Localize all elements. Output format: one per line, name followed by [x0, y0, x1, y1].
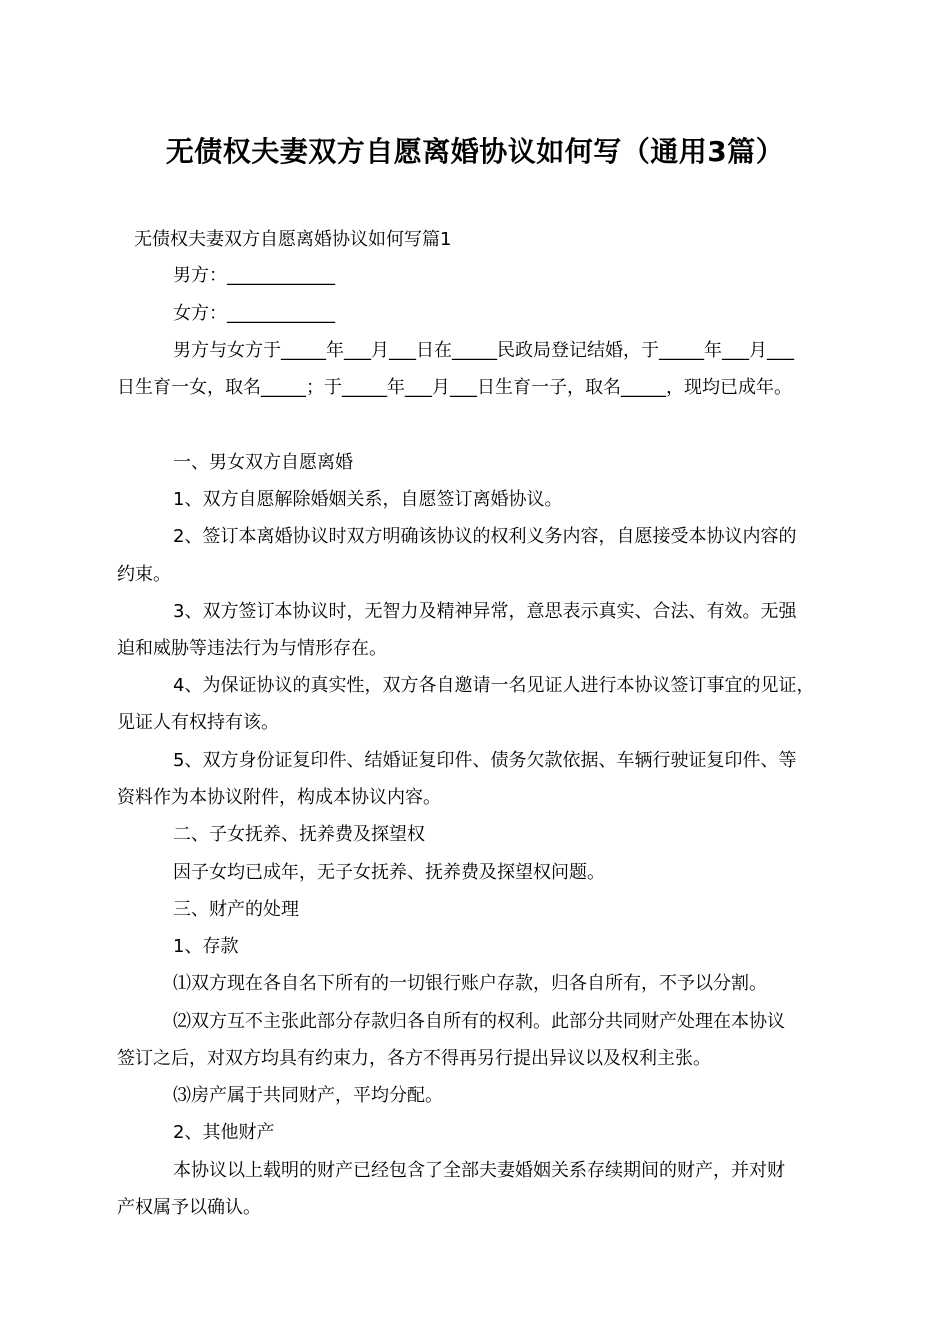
paragraph-line: 3、双方签订本协议时，无智力及精神异常，意思表示真实、合法、有效。无强 [173, 601, 797, 622]
paragraph-line: 签订之后，对双方均具有约束力，各方不得再另行提出异议以及权利主张。 [117, 1048, 711, 1069]
subclause-heading: 1、存款 [173, 936, 239, 957]
paragraph-line: ⑵双方互不主张此部分存款归各自所有的权利。此部分共同财产处理在本协议 [173, 1011, 785, 1032]
paragraph-line: 日生育一女，取名_____；于_____年___月___日生育一子，取名_____，现均已成年。 [117, 377, 792, 398]
paragraph-line: 迫和威胁等违法行为与情形存在。 [117, 638, 387, 659]
paragraph-line: 4、为保证协议的真实性，双方各自邀请一名见证人进行本协议签订事宜的见证， [173, 675, 815, 696]
clause-heading: 三、财产的处理 [173, 899, 299, 920]
clause-heading: 二、子女抚养、抚养费及探望权 [173, 824, 425, 845]
document-title: 无债权夫妻双方自愿离婚协议如何写（通用3篇） [165, 135, 785, 168]
paragraph-line: 1、双方自愿解除婚姻关系，自愿签订离婚协议。 [173, 489, 563, 510]
paragraph-line: 男方与女方于_____年___月___日在_____民政局登记结婚，于_____年___月___ [173, 340, 794, 361]
paragraph-line: 本协议以上载明的财产已经包含了全部夫妻婚姻关系存续期间的财产，并对财 [173, 1160, 785, 1181]
paragraph-line: 约束。 [117, 564, 171, 585]
paragraph-line: 因子女均已成年，无子女抚养、抚养费及探望权问题。 [173, 862, 605, 883]
paragraph-line: 产权属予以确认。 [117, 1197, 261, 1218]
paragraph-line: ⑴双方现在各自名下所有的一切银行账户存款，归各自所有，不予以分割。 [173, 973, 767, 994]
paragraph-line: ⑶房产属于共同财产，平均分配。 [173, 1085, 443, 1106]
paragraph-line: 资料作为本协议附件，构成本协议内容。 [117, 787, 441, 808]
clause-heading: 一、男女双方自愿离婚 [173, 452, 353, 473]
paragraph-line: 见证人有权持有该。 [117, 712, 279, 733]
female-party-line: 女方：____________ [173, 303, 335, 324]
section-heading: 无债权夫妻双方自愿离婚协议如何写篇1 [134, 229, 452, 250]
male-party-line: 男方：____________ [173, 265, 335, 286]
paragraph-line: 5、双方身份证复印件、结婚证复印件、债务欠款依据、车辆行驶证复印件、等 [173, 750, 797, 771]
subclause-heading: 2、其他财产 [173, 1122, 275, 1143]
paragraph-line: 2、签订本离婚协议时双方明确该协议的权利义务内容，自愿接受本协议内容的 [173, 526, 797, 547]
